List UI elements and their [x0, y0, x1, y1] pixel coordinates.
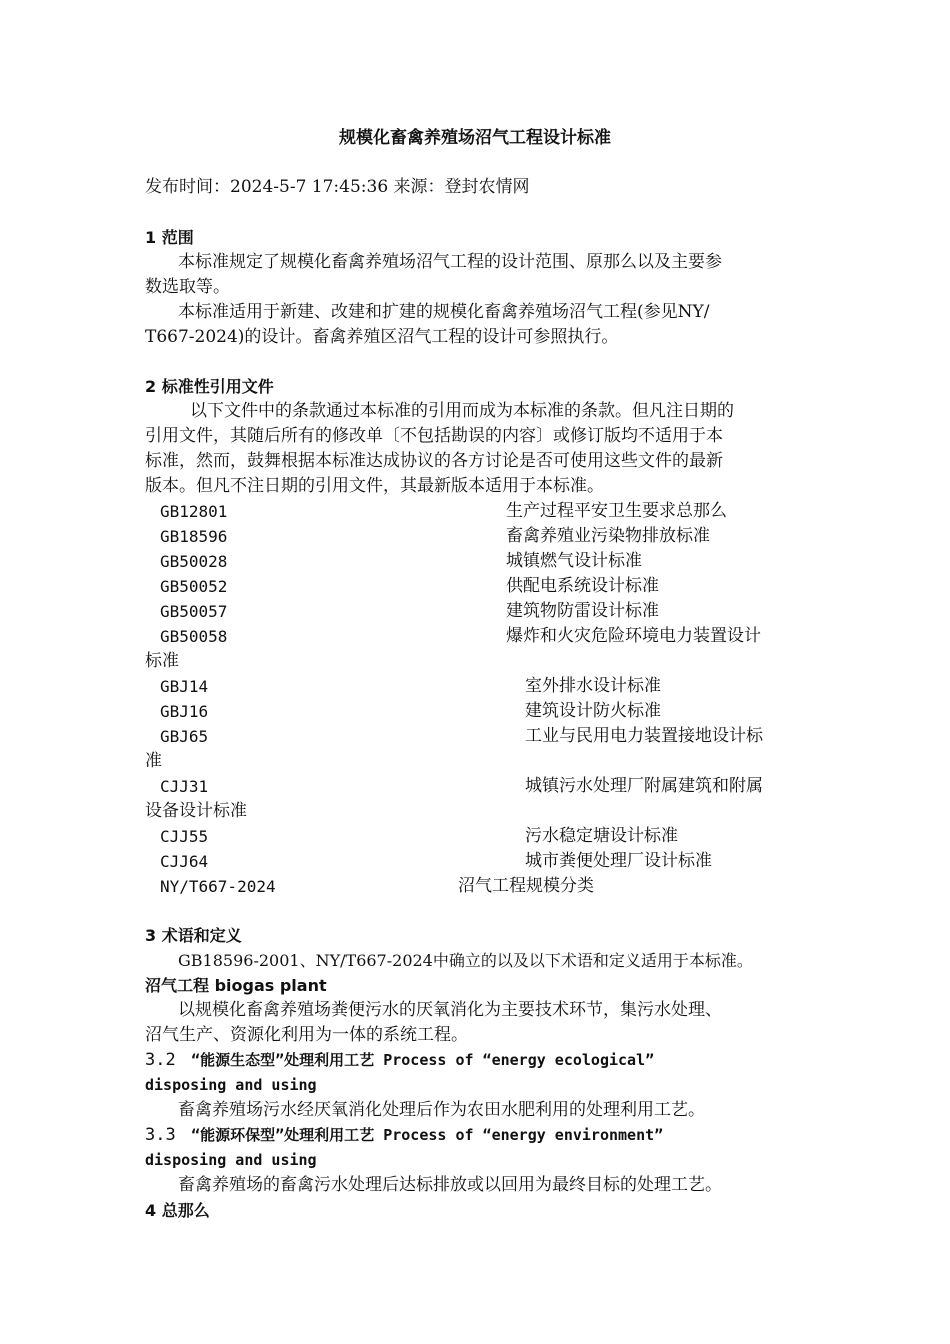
term-2-title	[145, 1048, 654, 1073]
document-title: 规模化畜禽养殖场沼气工程设计标准	[339, 128, 611, 148]
reference-code: CJJ55	[160, 827, 209, 846]
term-3-title-cont: disposing and using	[145, 1151, 317, 1169]
section-1-heading: 1 范围	[145, 228, 194, 247]
publish-meta: 发布时间：2024-5-7 17:45:36 来源：登封农情网	[145, 177, 530, 197]
reference-name: 供配电系统设计标准	[506, 576, 659, 596]
reference-code: GB50057	[160, 602, 228, 621]
term-2-title-cont: disposing and using	[145, 1076, 317, 1094]
section-2-paragraph: 以下文件中的条款通过本标准的引用而成为本标准的条款。但凡注日期的	[190, 401, 734, 421]
term-1-definition-cont: 沼气生产、资源化利用为一体的系统工程。	[145, 1025, 468, 1045]
section-2-paragraph-cont: 标准，然而，鼓舞根据本标准达成协议的各方讨论是否可使用这些文件的最新	[145, 451, 723, 471]
reference-name: 城市粪便处理厂设计标准	[525, 851, 712, 871]
section-1-paragraph-2: 本标准适用于新建、改建和扩建的规模化畜禽养殖场沼气工程(参见NY/	[178, 302, 710, 322]
reference-name: 城镇燃气设计标准	[506, 551, 642, 571]
section-1-paragraph-1-cont: 数选取等。	[145, 277, 230, 297]
reference-name-cont: 设备设计标准	[145, 801, 247, 821]
section-3-intro: GB18596-2001、NY/T667-2024中确立的以及以下术语和定义适用于本标准。	[178, 951, 753, 970]
reference-name: 工业与民用电力装置接地设计标	[525, 726, 763, 746]
section-2-paragraph-cont: 版本。但凡不注日期的引用文件，其最新版本适用于本标准。	[145, 476, 604, 496]
reference-code: GBJ16	[160, 702, 209, 721]
reference-code: GBJ65	[160, 727, 209, 746]
section-2-paragraph-cont: 引用文件，其随后所有的修改单〔不包括勘误的内容〕或修订版均不适用于本	[145, 426, 723, 446]
section-1-paragraph-1: 本标准规定了规模化畜禽养殖场沼气工程的设计范围、原那么以及主要参	[178, 252, 722, 272]
reference-name: 畜禽养殖业污染物排放标准	[506, 526, 710, 546]
reference-code: GB50058	[160, 627, 228, 646]
reference-name: 污水稳定塘设计标准	[525, 826, 678, 846]
reference-name: 建筑物防雷设计标准	[506, 601, 659, 621]
reference-name: 室外排水设计标准	[525, 676, 661, 696]
term-1-definition: 以规模化畜禽养殖场粪便污水的厌氧消化为主要技术环节，集污水处理、	[178, 1000, 722, 1020]
term-2-title-text: “能源生态型”处理利用工艺 Process of “energy ecological”	[191, 1051, 655, 1069]
reference-name: 建筑设计防火标准	[525, 701, 661, 721]
reference-name: 生产过程平安卫生要求总那么	[506, 501, 727, 521]
term-2-definition: 畜禽养殖场污水经厌氧消化处理后作为农田水肥利用的处理利用工艺。	[178, 1100, 705, 1120]
reference-code: NY/T667-2024	[160, 877, 276, 896]
section-2-heading: 2 标准性引用文件	[145, 377, 274, 396]
reference-name-cont: 标准	[145, 651, 179, 671]
term-3-title-text: “能源环保型”处理利用工艺 Process of “energy environment”	[191, 1126, 664, 1144]
reference-code: GB18596	[160, 527, 228, 546]
reference-code: GB50028	[160, 552, 228, 571]
section-3-heading: 3 术语和定义	[145, 926, 242, 945]
term-3-definition: 畜禽养殖场的畜禽污水处理后达标排放或以回用为最终目标的处理工艺。	[178, 1175, 722, 1195]
reference-code: CJJ64	[160, 852, 209, 871]
term-3-title	[145, 1123, 663, 1148]
term-1-title: 沼气工程 biogas plant	[145, 976, 327, 995]
section-4-heading: 4 总那么	[145, 1201, 210, 1220]
reference-code: GBJ14	[160, 677, 209, 696]
reference-name-cont: 准	[145, 751, 162, 771]
reference-name: 城镇污水处理厂附属建筑和附属	[525, 776, 763, 796]
reference-name: 沼气工程规模分类	[458, 876, 594, 896]
reference-code: GB50052	[160, 577, 228, 596]
section-1-paragraph-2-cont: T667-2024)的设计。畜禽养殖区沼气工程的设计可参照执行。	[145, 327, 619, 347]
term-3-number: 3.3	[145, 1125, 176, 1145]
reference-code: CJJ31	[160, 777, 209, 796]
term-2-number: 3.2	[145, 1050, 176, 1070]
reference-code: GB12801	[160, 502, 228, 521]
reference-name: 爆炸和火灾危险环境电力装置设计	[506, 626, 761, 646]
